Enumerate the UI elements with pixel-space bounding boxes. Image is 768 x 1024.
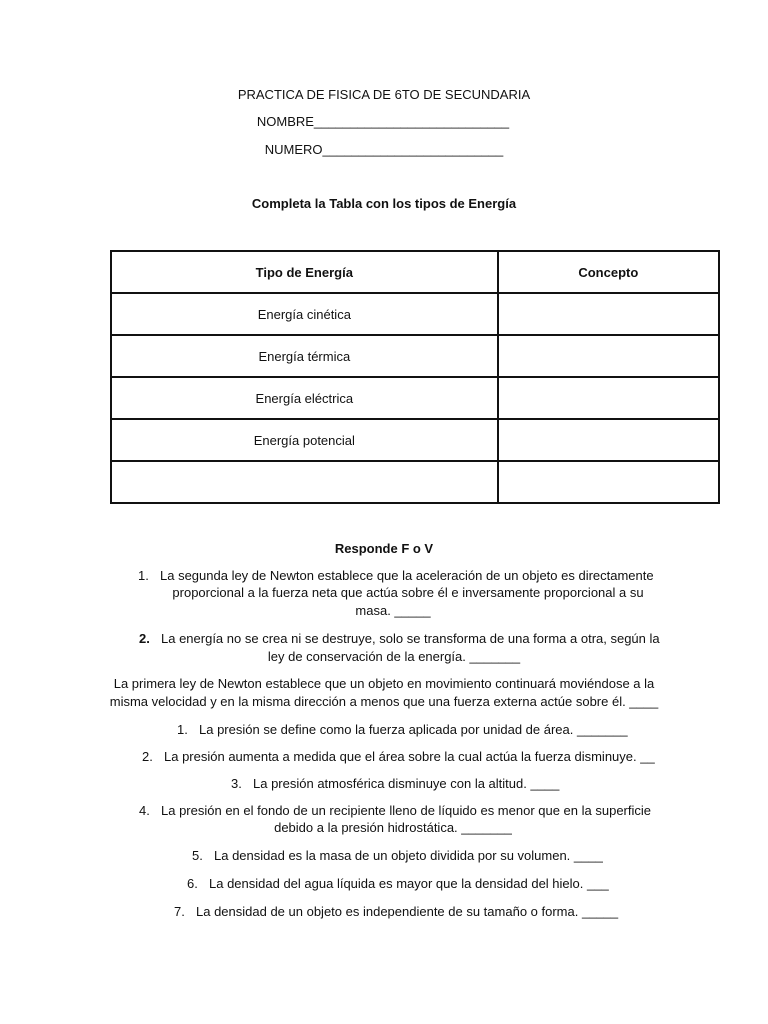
col-header-type: Tipo de Energía — [111, 251, 498, 293]
energy-table — [110, 250, 720, 504]
item-number: 4. — [139, 803, 150, 818]
worksheet-title: PRACTICA DE FISICA DE 6TO DE SECUNDARIA — [237, 87, 531, 102]
item-text: La presión aumenta a medida que el área sobre la cual actúa la fuerza disminuye. __ — [164, 749, 655, 764]
newton-paragraph-line: misma velocidad y en la misma dirección a menos que una fuerza externa actúe sobre él. ____ — [109, 694, 659, 709]
item-number: 7. — [174, 904, 185, 919]
table-cell: Energía térmica — [111, 335, 498, 377]
item-number: 2. — [139, 631, 150, 646]
item-number: 1. — [138, 568, 149, 583]
newton-paragraph-line: La primera ley de Newton establece que un objeto en movimiento continuará moviéndose a la — [113, 676, 655, 691]
table-row — [111, 293, 719, 335]
list-item — [187, 875, 609, 893]
name-line: NOMBRE___________________________ — [256, 114, 510, 129]
list-item — [192, 847, 603, 865]
item-text: La segunda ley de Newton establece que la aceleración de un objeto es directamente — [160, 568, 654, 583]
table-cell — [111, 461, 498, 503]
list-item — [174, 903, 618, 921]
item-text-continued: proporcional a la fuerza neta que actúa sobre él e inversamente proporcional a su — [172, 585, 644, 600]
table-cell — [498, 461, 719, 503]
list-item — [231, 775, 559, 793]
table-row — [111, 461, 719, 503]
table-cell: Energía eléctrica — [111, 377, 498, 419]
table-row — [111, 419, 719, 461]
table-row — [111, 335, 719, 377]
table-instruction: Completa la Tabla con los tipos de Energía — [251, 196, 517, 211]
table-row — [111, 377, 719, 419]
item-text-continued: debido a la presión hidrostática. _______ — [274, 820, 512, 835]
table-cell — [498, 293, 719, 335]
item-number: 5. — [192, 848, 203, 863]
table-cell: Energía cinética — [111, 293, 498, 335]
fv-title: Responde F o V — [334, 541, 434, 556]
number-line: NUMERO_________________________ — [264, 142, 504, 157]
item-text: La densidad es la masa de un objeto dividida por su volumen. ____ — [214, 848, 603, 863]
list-item — [177, 721, 628, 739]
table-cell — [498, 377, 719, 419]
item-text-continued: ley de conservación de la energía. _______ — [267, 649, 521, 664]
table-cell — [498, 335, 719, 377]
item-text: La energía no se crea ni se destruye, solo se transforma de una forma a otra, según la — [161, 631, 660, 646]
table-cell — [498, 419, 719, 461]
item-text: La densidad del agua líquida es mayor que la densidad del hielo. ___ — [209, 876, 609, 891]
item-number: 6. — [187, 876, 198, 891]
list-item — [142, 748, 655, 766]
col-header-concept: Concepto — [498, 251, 719, 293]
item-number: 3. — [231, 776, 242, 791]
item-text: La densidad de un objeto es independiente de su tamaño o forma. _____ — [196, 904, 619, 919]
table-cell: Energía potencial — [111, 419, 498, 461]
item-number: 1. — [177, 722, 188, 737]
list-item — [139, 630, 660, 648]
list-item — [138, 567, 654, 585]
item-text: La presión en el fondo de un recipiente lleno de líquido es menor que en la superficie — [161, 803, 652, 818]
item-number: 2. — [142, 749, 153, 764]
table-header-row — [111, 251, 719, 293]
item-text-continued: masa. _____ — [355, 603, 431, 618]
item-text: La presión se define como la fuerza aplicada por unidad de área. _______ — [199, 722, 628, 737]
item-text: La presión atmosférica disminuye con la altitud. ____ — [253, 776, 560, 791]
list-item — [139, 802, 651, 820]
